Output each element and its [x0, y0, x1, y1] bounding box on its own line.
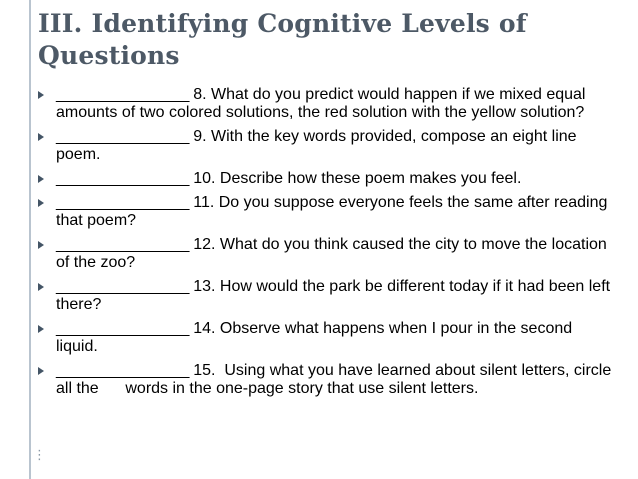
answer-blank: ________________	[56, 236, 189, 253]
answer-blank: ________________	[56, 320, 189, 337]
question-text: 13. How would the park be different today if it had been left there?	[56, 278, 611, 313]
question-text: 8. What do you predict would happen if we mixed equal amounts of two colored solutions, the red solution with the yellow solution?	[56, 86, 586, 121]
question-text: 9. With the key words provided, compose an eight line poem.	[56, 128, 577, 163]
bullet-arrow-icon	[38, 199, 44, 207]
list-item	[38, 278, 618, 314]
list-item	[38, 170, 618, 188]
left-rule	[29, 0, 31, 479]
list-item	[38, 236, 618, 272]
bullet-arrow-icon	[38, 133, 44, 141]
bullet-arrow-icon	[38, 241, 44, 249]
answer-blank: ________________	[56, 128, 189, 145]
question-text: 14. Observe what happens when I pour in the second liquid.	[56, 320, 573, 355]
list-item	[38, 128, 618, 164]
question-text: 10. Describe how these poem makes you feel.	[188, 170, 522, 187]
bullet-arrow-icon	[38, 367, 44, 375]
list-item	[38, 194, 618, 230]
answer-blank: ________________	[56, 86, 189, 103]
answer-blank: ________________	[56, 362, 189, 379]
bullet-arrow-icon	[38, 91, 44, 99]
bullet-arrow-icon	[38, 325, 44, 333]
answer-blank: ________________	[56, 278, 189, 295]
corner-dots-icon: ⋮	[33, 448, 46, 463]
question-text: 15. Using what you have learned about silent letters, circle all the words in the one-page story that use silent letters.	[56, 362, 616, 397]
bullet-arrow-icon	[38, 283, 44, 291]
question-text: 11. Do you suppose everyone feels the same after reading that poem?	[56, 194, 608, 229]
list-item	[38, 320, 618, 356]
answer-blank: ________________	[56, 194, 189, 211]
bullet-arrow-icon	[38, 175, 44, 183]
list-item	[38, 362, 618, 398]
question-list	[38, 86, 618, 404]
question-text: 12. What do you think caused the city to move the location of the zoo?	[56, 236, 607, 271]
slide-title: III. Identifying Cognitive Levels of Questions	[38, 9, 527, 70]
answer-blank: ________________	[56, 170, 189, 187]
list-item	[38, 86, 618, 122]
